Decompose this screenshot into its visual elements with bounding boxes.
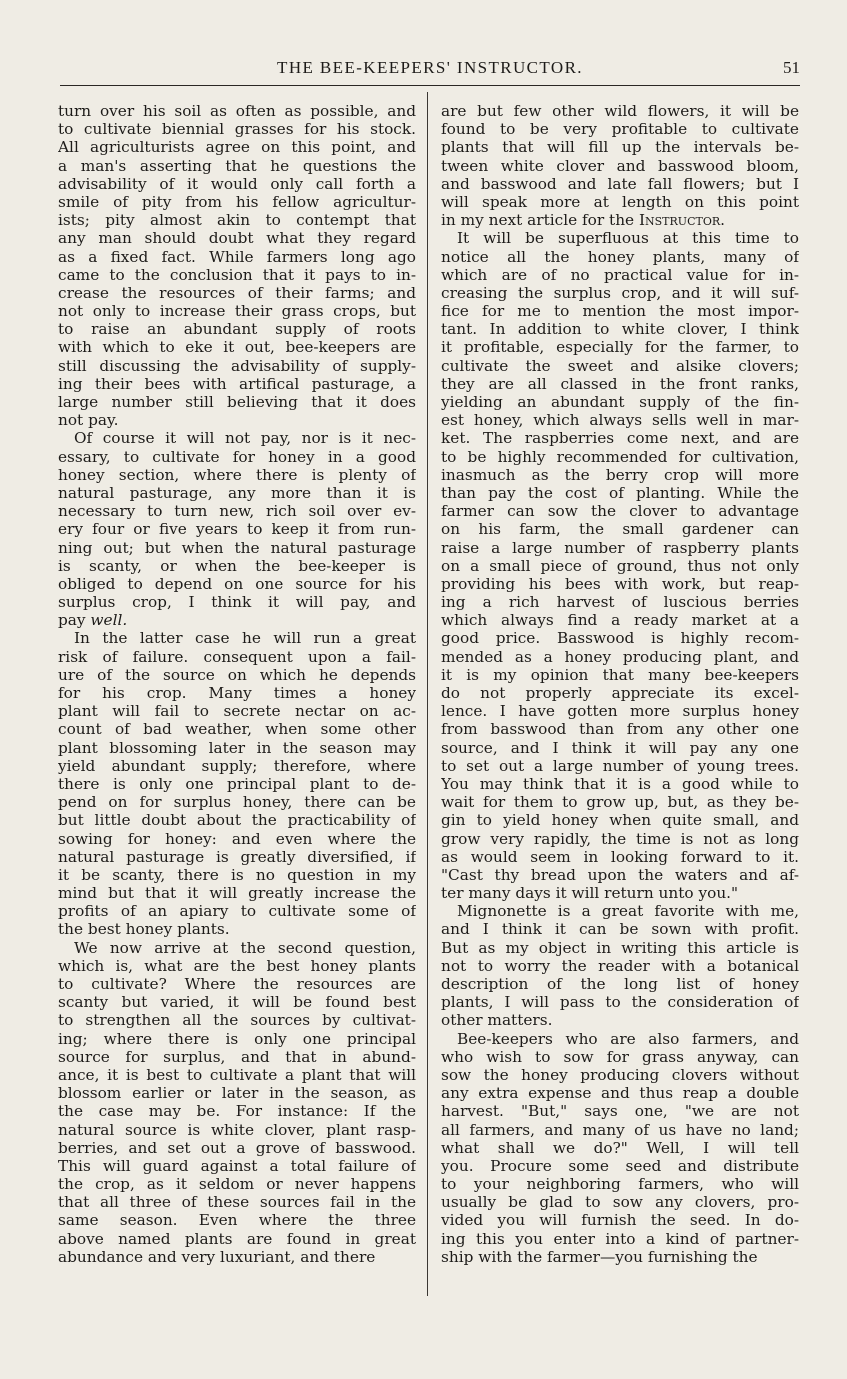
text-line: Mignonette is a great favorite with me, bbox=[457, 902, 799, 921]
text-line: mended as a honey producing plant, and bbox=[441, 647, 799, 666]
text-line: blossom earlier or later in the season, as bbox=[58, 1084, 416, 1103]
text-line: berries, and set out a grove of basswood. bbox=[58, 1138, 416, 1157]
text-line: not only to increase their grass crops, but bbox=[58, 302, 416, 321]
text-line: to strengthen all the sources by cultivat- bbox=[58, 1011, 416, 1030]
text-line: do not properly appreciate its excel- bbox=[441, 684, 799, 702]
text-line: not to worry the reader with a botanical bbox=[441, 956, 799, 975]
text-line: crease the resources of their farms; and bbox=[58, 283, 416, 302]
text-line: plant will fail to secrete nectar on ac- bbox=[58, 702, 416, 721]
text-line: usually be glad to sow any clovers, pro- bbox=[441, 1193, 799, 1212]
text-line: ter many days it will return unto you." bbox=[441, 884, 739, 903]
text-line: to be highly recommended for cultivation, bbox=[441, 447, 799, 466]
text-line: above named plants are found in great bbox=[58, 1229, 416, 1248]
text-line: natural pasturage is greatly diversified, if bbox=[58, 847, 416, 866]
text-line: the best honey plants. bbox=[58, 920, 230, 939]
text-line: count of bad weather, when some other bbox=[58, 720, 416, 739]
text-line: came to the conclusion that it pays to in- bbox=[58, 265, 416, 284]
text-line: same season. Even where the three bbox=[58, 1211, 416, 1230]
text-line: is scanty, or when the bee-keeper is bbox=[58, 556, 416, 575]
text-line: profits of an apiary to cultivate some of bbox=[58, 902, 416, 921]
text-line: abundance and very luxuriant, and there bbox=[58, 1247, 376, 1266]
text-line: yielding an abundant supply of the fin- bbox=[441, 393, 799, 411]
text-line: ing; where there is only one principal bbox=[58, 1029, 416, 1048]
text-line: raise a large number of raspberry plants bbox=[441, 538, 799, 557]
text-line: pay well. bbox=[58, 611, 128, 630]
text-line: the case may be. For instance: If the bbox=[58, 1102, 416, 1121]
text-line: plants, I will pass to the consideration of bbox=[441, 993, 799, 1012]
text-line: ing a rich harvest of luscious berries bbox=[441, 593, 799, 612]
text-line: which are of no practical value for in- bbox=[441, 265, 799, 284]
text-line: which always find a ready market at a bbox=[441, 611, 799, 630]
text-line: that all three of these sources fail in the bbox=[58, 1193, 416, 1212]
text-line: wait for them to grow up, but, as they be- bbox=[441, 793, 799, 812]
text-line: large number still believing that it does bbox=[58, 393, 416, 411]
text-line: to cultivate biennial grasses for his stock. bbox=[58, 120, 416, 139]
text-line: sow the honey producing clovers without bbox=[441, 1065, 799, 1084]
text-line: and I think it can be sown with profit. bbox=[441, 920, 799, 939]
text-line: it be scanty, there is no question in my bbox=[58, 865, 416, 884]
text-line: but little doubt about the practicability of bbox=[58, 811, 416, 830]
text-line: But as my object in writing this article is bbox=[441, 938, 799, 957]
text-line: lence. I have gotten more surplus honey bbox=[441, 702, 799, 721]
text-line: the crop, as it seldom or never happens bbox=[58, 1175, 416, 1194]
text-line: source for surplus, and that in abund- bbox=[58, 1047, 416, 1066]
text-line: mind but that it will greatly increase the bbox=[58, 884, 416, 903]
text-line: fice for me to mention the most impor- bbox=[441, 302, 799, 321]
text-line: to cultivate? Where the resources are bbox=[58, 975, 416, 993]
text-line: description of the long list of honey bbox=[441, 975, 799, 993]
column-divider bbox=[427, 92, 428, 1296]
text-line: tant. In addition to white clover, I think bbox=[441, 320, 799, 339]
text-line: In the latter case he will run a great bbox=[74, 629, 416, 648]
text-line: found to be very profitable to cultivate bbox=[441, 120, 799, 139]
text-line: it is my opinion that many bee-keepers bbox=[441, 665, 799, 684]
text-line: grow very rapidly, the time is not as long bbox=[441, 829, 799, 848]
text-line: good price. Basswood is highly recom- bbox=[441, 629, 799, 648]
text-line: vided you will furnish the seed. In do- bbox=[441, 1211, 799, 1230]
text-line: essary, to cultivate for honey in a good bbox=[58, 447, 416, 466]
text-line: natural source is white clover, plant rasp- bbox=[58, 1120, 416, 1139]
text-line: and basswood and late fall flowers; but I bbox=[441, 174, 799, 193]
text-line: plant blossoming later in the season may bbox=[58, 738, 416, 757]
text-line: turn over his soil as often as possible, and bbox=[58, 102, 416, 120]
text-line: ing their bees with artifical pasturage, a bbox=[58, 374, 416, 393]
text-line: It will be superfluous at this time to bbox=[457, 229, 799, 248]
text-line: smile of pity from his fellow agricultur- bbox=[58, 192, 416, 211]
text-line: for his crop. Many times a honey bbox=[58, 684, 416, 702]
text-line: than pay the cost of planting. While the bbox=[441, 483, 799, 502]
text-line: what shall we do?" Well, I will tell bbox=[441, 1138, 799, 1157]
text-line: farmer can sow the clover to advantage bbox=[441, 502, 799, 521]
text-line: You may think that it is a good while to bbox=[441, 774, 799, 793]
text-line: notice all the honey plants, many of bbox=[441, 247, 799, 266]
text-line: there is only one principal plant to de- bbox=[58, 774, 416, 793]
text-line: it profitable, especially for the farmer, to bbox=[441, 338, 799, 357]
text-line: are but few other wild flowers, it will be bbox=[441, 102, 799, 120]
text-line: advisability of it would only call forth a bbox=[58, 174, 416, 193]
text-line: ing this you enter into a kind of partner- bbox=[441, 1229, 799, 1248]
text-line: source, and I think it will pay any one bbox=[441, 738, 799, 757]
text-line: to raise an abundant supply of roots bbox=[58, 320, 416, 339]
page-header bbox=[60, 58, 800, 82]
text-line: from basswood than from any other one bbox=[441, 720, 799, 739]
text-line: We now arrive at the second question, bbox=[74, 938, 416, 957]
text-line: with which to eke it out, bee-keepers are bbox=[58, 338, 416, 357]
text-line: plants that will fill up the intervals be- bbox=[441, 138, 799, 157]
text-line: on a small piece of ground, thus not only bbox=[441, 556, 799, 575]
text-line: gin to yield honey when quite small, and bbox=[441, 811, 799, 830]
text-line: to your neighboring farmers, who will bbox=[441, 1175, 799, 1194]
text-line: Bee-keepers who are also farmers, and bbox=[457, 1029, 799, 1048]
text-line: surplus crop, I think it will pay, and bbox=[58, 593, 416, 612]
text-line: pend on for surplus honey, there can be bbox=[58, 793, 416, 812]
text-line: creasing the surplus crop, and it will suf- bbox=[441, 283, 799, 302]
text-line: ket. The raspberries come next, and are bbox=[441, 429, 799, 448]
text-line: as would seem in looking forward to it. bbox=[441, 847, 799, 866]
text-line: sowing for honey: and even where the bbox=[58, 829, 416, 848]
text-line: This will guard against a total failure of bbox=[58, 1156, 416, 1175]
text-line: est honey, which always sells well in mar- bbox=[441, 411, 799, 430]
text-line: ning out; but when the natural pasturage bbox=[58, 538, 416, 557]
text-line: "Cast thy bread upon the waters and af- bbox=[441, 865, 799, 884]
page-number: 51 bbox=[783, 58, 800, 77]
text-line: risk of failure. consequent upon a fail- bbox=[58, 647, 416, 666]
text-line: inasmuch as the berry crop will more bbox=[441, 465, 799, 484]
instructor-word: Instructor. bbox=[634, 211, 725, 230]
text-line: will speak more at length on this point bbox=[441, 192, 799, 211]
text-line: ery four or five years to keep it from run- bbox=[58, 520, 416, 539]
text-line: which is, what are the best honey plants bbox=[58, 956, 416, 975]
text-line: not pay. bbox=[58, 411, 119, 430]
text-line: any man should doubt what they regard bbox=[58, 229, 416, 248]
text-line: honey section, where there is plenty of bbox=[58, 465, 416, 484]
text-line: obliged to depend on one source for his bbox=[58, 574, 416, 593]
text-line: tween white clover and basswood bloom, bbox=[441, 156, 799, 175]
text-line: Of course it will not pay, nor is it nec- bbox=[74, 429, 416, 448]
text-line: as a fixed fact. While farmers long ago bbox=[58, 247, 416, 266]
running-title: THE BEE-KEEPERS' INSTRUCTOR. bbox=[277, 58, 583, 77]
text-line: to set out a large number of young trees. bbox=[441, 756, 799, 775]
text-line: natural pasturage, any more than it is bbox=[58, 483, 416, 502]
text-line: scanty but varied, it will be found best bbox=[58, 993, 416, 1012]
text-line: cultivate the sweet and alsike clovers; bbox=[441, 356, 799, 375]
left-column bbox=[58, 102, 416, 1302]
text-line: harvest. "But," says one, "we are not bbox=[441, 1102, 799, 1121]
text-line: ure of the source on which he depends bbox=[58, 665, 416, 684]
right-column bbox=[441, 102, 799, 1302]
text-line: ists; pity almost akin to contempt that bbox=[58, 211, 416, 230]
text-line: other matters. bbox=[441, 1011, 553, 1030]
text-line: yield abundant supply; therefore, where bbox=[58, 756, 416, 775]
text-line: you. Procure some seed and distribute bbox=[441, 1156, 799, 1175]
text-line: a man's asserting that he questions the bbox=[58, 156, 416, 175]
text-line: in my next article for the Instructor. bbox=[441, 211, 725, 230]
text-line: necessary to turn new, rich soil over ev- bbox=[58, 502, 416, 521]
text-line: providing his bees with work, but reap- bbox=[441, 574, 799, 593]
text-line: ance, it is best to cultivate a plant that will bbox=[58, 1065, 416, 1084]
text-line: ship with the farmer—you furnishing the bbox=[441, 1247, 758, 1266]
text-line: any extra expense and thus reap a double bbox=[441, 1084, 799, 1103]
text-line: on his farm, the small gardener can bbox=[441, 520, 799, 539]
text-line: all farmers, and many of us have no land; bbox=[441, 1120, 799, 1139]
text-line: they are all classed in the front ranks, bbox=[441, 374, 799, 393]
text-line: who wish to sow for grass anyway, can bbox=[441, 1047, 799, 1066]
text-line: still discussing the advisability of supply- bbox=[58, 356, 416, 375]
header-rule bbox=[60, 85, 800, 86]
text-line: All agriculturists agree on this point, and bbox=[58, 138, 416, 157]
